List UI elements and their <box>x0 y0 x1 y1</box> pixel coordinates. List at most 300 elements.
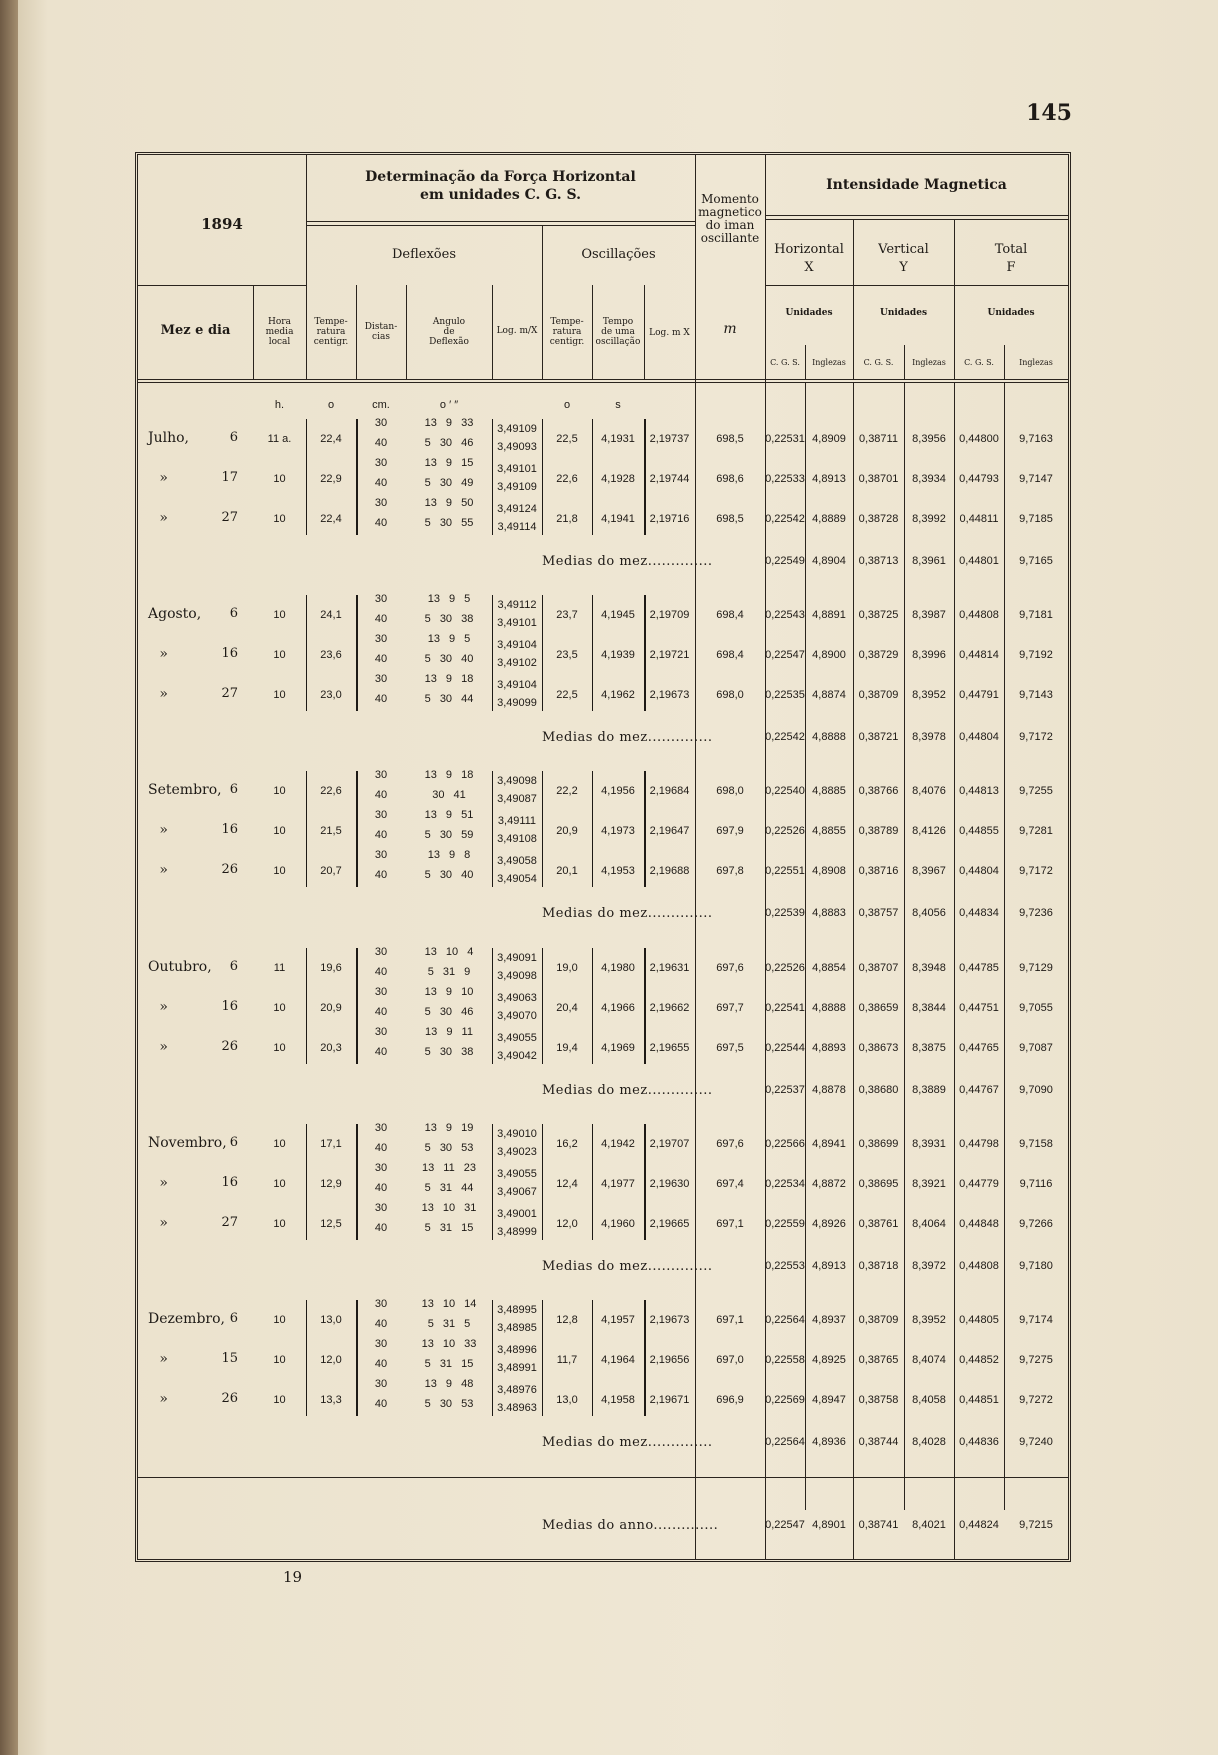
row-month-label: Julho, <box>148 430 190 446</box>
row-ti: 9,7116 <box>1019 1178 1053 1190</box>
medias-hx: 0,22564 <box>765 1436 805 1448</box>
hdr-line: Tempo <box>602 317 634 327</box>
row-temp: 22,9 <box>320 473 342 485</box>
divider <box>765 285 1068 286</box>
row-ti: 9,7192 <box>1019 649 1053 661</box>
total-label: Total <box>994 242 1028 257</box>
month-medias-label: Medias do mez.............. <box>542 1259 713 1274</box>
row-hx: 0,22547 <box>765 649 805 661</box>
row-vi: 8,3987 <box>912 609 946 621</box>
row-hi: 4,8925 <box>812 1354 846 1366</box>
row-vi: 8,3996 <box>912 649 946 661</box>
medias-tf: 0,44808 <box>959 1260 999 1272</box>
temp-header <box>306 317 356 347</box>
row-hora: 10 <box>273 1394 286 1406</box>
row-dist: 40 <box>374 1398 388 1410</box>
row-logmx: 2,19688 <box>649 865 690 877</box>
medias-tf: 0,44767 <box>959 1084 999 1096</box>
row-day: 6 <box>229 959 238 974</box>
hdr-line: media <box>265 327 294 337</box>
row-log: 3,49055 <box>497 1032 537 1044</box>
hdr-line: Distan- <box>364 322 398 332</box>
row-log: 3,49058 <box>497 855 537 867</box>
row-angle: 5 31 15 <box>424 1222 474 1234</box>
row-vy: 0,38673 <box>858 1042 899 1054</box>
row-dist: 30 <box>374 769 388 781</box>
divider <box>306 221 695 222</box>
medias-vi: 8,3889 <box>912 1084 946 1096</box>
row-logmx: 2,19707 <box>649 1138 690 1150</box>
momento-line: oscillante <box>700 231 760 245</box>
row-day: 16 <box>221 822 238 837</box>
row-angle: 13 9 48 <box>424 1378 474 1390</box>
row-log: 3,49114 <box>497 521 537 533</box>
row-hora: 10 <box>273 1314 286 1326</box>
medias-vi: 8,4056 <box>912 907 946 919</box>
row-tf: 0,44793 <box>959 473 999 485</box>
row-log: 3,49104 <box>497 639 537 651</box>
row-ti: 9,7275 <box>1019 1354 1053 1366</box>
hora-header <box>253 317 306 347</box>
annual-hx: 0,22547 <box>765 1519 805 1531</box>
row-vi: 8,4074 <box>912 1354 946 1366</box>
row-vy: 0,38725 <box>858 609 899 621</box>
row-day: 26 <box>221 1039 238 1054</box>
row-hx: 0,22540 <box>765 785 805 797</box>
row-month-label: » <box>159 822 168 838</box>
row-dist: 30 <box>374 497 388 509</box>
temp2-header <box>542 317 592 347</box>
row-logmx: 2,19656 <box>649 1354 690 1366</box>
row-angle: 13 9 11 <box>425 1026 473 1038</box>
row-dist: 30 <box>374 1026 388 1038</box>
row-temp2: 21,8 <box>556 513 578 525</box>
row-dist: 40 <box>374 1318 388 1330</box>
row-m: 697,1 <box>716 1218 744 1230</box>
row-day: 26 <box>221 1391 238 1406</box>
page-number: 145 <box>1026 100 1072 126</box>
row-logmx: 2,19744 <box>649 473 690 485</box>
medias-ti: 9,7165 <box>1019 555 1053 567</box>
row-vi: 8,4076 <box>912 785 946 797</box>
total-header <box>954 241 1068 277</box>
row-angle: 13 10 33 <box>421 1338 477 1350</box>
cell-divider <box>492 771 493 887</box>
row-log: 3,48999 <box>497 1226 537 1238</box>
hdr-line: de <box>443 327 455 337</box>
row-tf: 0,44751 <box>959 1002 999 1014</box>
row-logmx: 2,19671 <box>649 1394 690 1406</box>
month-medias-label: Medias do mez.............. <box>542 1083 713 1098</box>
medias-vy: 0,38718 <box>858 1260 899 1272</box>
divider <box>805 382 806 1510</box>
inglezas-header: Inglezas <box>812 358 846 367</box>
momento-line: Momento <box>701 192 759 206</box>
row-hora: 10 <box>273 865 286 877</box>
row-temp2: 23,7 <box>556 609 578 621</box>
row-log: 3,49091 <box>497 952 537 964</box>
row-dist: 40 <box>374 966 388 978</box>
unidades-header: Unidades <box>785 308 833 318</box>
row-m: 698,5 <box>716 433 744 445</box>
hdr-line: centigr. <box>549 337 585 347</box>
row-temp: 17,1 <box>320 1138 342 1150</box>
row-temp2: 19,0 <box>556 962 578 974</box>
row-hora: 11 <box>273 962 286 974</box>
month-medias-label: Medias do mez.............. <box>542 906 713 921</box>
row-tempo: 4,1941 <box>601 513 635 525</box>
row-angle: 5 30 40 <box>424 869 474 881</box>
row-tf: 0,44813 <box>959 785 999 797</box>
row-hora: 10 <box>273 473 286 485</box>
row-vi: 8,3934 <box>912 473 946 485</box>
row-hora: 10 <box>273 689 286 701</box>
row-m: 698,0 <box>716 785 744 797</box>
row-logmx: 2,19716 <box>649 513 690 525</box>
row-logmx: 2,19709 <box>649 609 690 621</box>
row-month-label: » <box>159 686 168 702</box>
row-tf: 0,44851 <box>959 1394 999 1406</box>
row-angle: 5 31 9 <box>427 966 471 978</box>
row-log: 3,49101 <box>497 617 537 629</box>
row-month-label: Setembro, <box>148 782 222 798</box>
row-vi: 8,3952 <box>912 1314 946 1326</box>
row-dist: 40 <box>374 477 388 489</box>
row-month-label: Agosto, <box>148 606 202 622</box>
row-angle: 13 9 10 <box>424 986 474 998</box>
row-tf: 0,44800 <box>959 433 999 445</box>
divider <box>138 285 306 286</box>
row-vi: 8,3921 <box>912 1178 946 1190</box>
row-m: 698,4 <box>716 609 744 621</box>
oscillacoes-header: Oscillações <box>581 247 656 262</box>
row-day: 27 <box>221 1215 238 1230</box>
row-hx: 0,22544 <box>765 1042 805 1054</box>
medias-vi: 8,3972 <box>912 1260 946 1272</box>
medias-vy: 0,38713 <box>858 555 899 567</box>
row-vy: 0,38761 <box>858 1218 899 1230</box>
log-m-x-header: Log. m X <box>649 328 690 338</box>
row-day: 6 <box>229 1311 238 1326</box>
row-hx: 0,22526 <box>765 825 805 837</box>
hdr-line: Tempe- <box>314 317 348 327</box>
row-hx: 0,22541 <box>765 1002 805 1014</box>
row-angle: 5 30 44 <box>424 693 474 705</box>
row-hora: 10 <box>273 1354 286 1366</box>
row-ti: 9,7163 <box>1019 433 1053 445</box>
row-ti: 9,7143 <box>1019 689 1053 701</box>
medias-vi: 8,4028 <box>912 1436 946 1448</box>
row-day: 6 <box>229 430 238 445</box>
row-temp2: 22,2 <box>556 785 578 797</box>
row-tf: 0,44848 <box>959 1218 999 1230</box>
row-ti: 9,7181 <box>1019 609 1053 621</box>
row-day: 27 <box>221 510 238 525</box>
row-temp2: 20,4 <box>556 1002 578 1014</box>
divider <box>1004 382 1005 1510</box>
row-angle: 13 9 15 <box>424 457 474 469</box>
hdr-line: de uma <box>601 327 635 337</box>
horizontal-header <box>765 241 853 277</box>
row-ti: 9,7055 <box>1019 1002 1053 1014</box>
row-vy: 0,38716 <box>858 865 899 877</box>
row-ti: 9,7147 <box>1019 473 1053 485</box>
divider <box>138 379 1068 380</box>
cgs-header: C. G. S. <box>770 358 800 367</box>
row-vy: 0,38709 <box>858 1314 899 1326</box>
medias-ti: 9,7240 <box>1019 1436 1053 1448</box>
medias-vi: 8,3961 <box>912 555 946 567</box>
row-vy: 0,38758 <box>858 1394 899 1406</box>
row-dist: 30 <box>374 457 388 469</box>
row-hora: 10 <box>273 1178 286 1190</box>
row-hora: 10 <box>273 609 286 621</box>
row-dist: 30 <box>374 849 388 861</box>
row-month-label: » <box>159 1039 168 1055</box>
row-m: 697,5 <box>716 1042 744 1054</box>
medias-tf: 0,44836 <box>959 1436 999 1448</box>
row-angle: 13 10 4 <box>424 946 474 958</box>
row-angle: 13 9 19 <box>424 1122 474 1134</box>
annual-vi: 8,4021 <box>912 1519 946 1531</box>
row-temp: 21,5 <box>320 825 342 837</box>
row-hi: 4,8855 <box>812 825 846 837</box>
row-vy: 0,38789 <box>858 825 899 837</box>
row-temp: 24,1 <box>320 609 342 621</box>
row-vy: 0,38707 <box>858 962 899 974</box>
row-angle: 13 9 5 <box>427 633 471 645</box>
row-vy: 0,38728 <box>858 513 899 525</box>
row-hx: 0,22558 <box>765 1354 805 1366</box>
row-log: 3,49098 <box>497 775 537 787</box>
row-dist: 30 <box>374 809 388 821</box>
divider <box>904 382 905 1510</box>
row-angle: 13 10 14 <box>421 1298 477 1310</box>
medias-vi: 8,3978 <box>912 731 946 743</box>
medias-tf: 0,44834 <box>959 907 999 919</box>
row-tempo: 4,1980 <box>601 962 635 974</box>
row-temp2: 20,1 <box>556 865 578 877</box>
row-vi: 8,4058 <box>912 1394 946 1406</box>
row-tf: 0,44791 <box>959 689 999 701</box>
row-month-label: Dezembro, <box>148 1311 225 1327</box>
data-table <box>135 152 1071 1562</box>
row-vi: 8,3948 <box>912 962 946 974</box>
row-ti: 9,7281 <box>1019 825 1053 837</box>
title-line2: em unidades C. G. S. <box>420 187 581 203</box>
row-hi: 4,8913 <box>812 473 846 485</box>
row-angle: 5 30 46 <box>424 1006 474 1018</box>
row-temp: 12,5 <box>320 1218 342 1230</box>
medias-hx: 0,22539 <box>765 907 805 919</box>
row-ti: 9,7174 <box>1019 1314 1053 1326</box>
row-log: 3,49101 <box>497 463 537 475</box>
cell-divider <box>492 948 493 1064</box>
vertical-symbol: Y <box>899 260 908 275</box>
row-temp2: 22,5 <box>556 689 578 701</box>
total-symbol: F <box>1006 260 1016 275</box>
row-vi: 8,3844 <box>912 1002 946 1014</box>
tempo-header <box>592 317 644 347</box>
row-hx: 0,22526 <box>765 962 805 974</box>
row-day: 16 <box>221 646 238 661</box>
unidades-header: Unidades <box>987 308 1035 318</box>
row-month-label: » <box>159 646 168 662</box>
row-hi: 4,8874 <box>812 689 846 701</box>
row-tf: 0,44814 <box>959 649 999 661</box>
medias-tf: 0,44801 <box>959 555 999 567</box>
row-logmx: 2,19631 <box>649 962 690 974</box>
row-logmx: 2,19673 <box>649 1314 690 1326</box>
row-dist: 30 <box>374 673 388 685</box>
momento-line: magnetico <box>698 205 762 219</box>
annual-medias-label: Medias do anno.............. <box>542 1518 719 1533</box>
row-m: 696,9 <box>716 1394 744 1406</box>
m-header: m <box>723 321 737 337</box>
row-hi: 4,8872 <box>812 1178 846 1190</box>
row-angle: 5 30 46 <box>424 437 474 449</box>
row-vy: 0,38766 <box>858 785 899 797</box>
row-vy: 0,38695 <box>858 1178 899 1190</box>
row-month-label: » <box>159 999 168 1015</box>
divider <box>765 215 1068 216</box>
row-tf: 0,44805 <box>959 1314 999 1326</box>
hdr-line: centigr. <box>313 337 349 347</box>
row-ti: 9,7266 <box>1019 1218 1053 1230</box>
row-hi: 4,8885 <box>812 785 846 797</box>
row-dist: 40 <box>374 789 388 801</box>
row-hi: 4,8947 <box>812 1394 846 1406</box>
row-angle: 5 30 49 <box>424 477 474 489</box>
medias-ti: 9,7172 <box>1019 731 1053 743</box>
row-hora: 10 <box>273 1218 286 1230</box>
hdr-line: ratura <box>316 327 346 337</box>
row-temp: 22,4 <box>320 433 342 445</box>
horizontal-symbol: X <box>804 260 814 275</box>
row-m: 697,1 <box>716 1314 744 1326</box>
row-temp2: 20,9 <box>556 825 578 837</box>
unit-deg: o <box>327 399 335 411</box>
row-angle: 5 31 44 <box>424 1182 474 1194</box>
row-temp: 19,6 <box>320 962 342 974</box>
hdr-line: Angulo <box>432 317 466 327</box>
row-hi: 4,8926 <box>812 1218 846 1230</box>
row-log: 3,49112 <box>497 599 537 611</box>
row-temp2: 22,6 <box>556 473 578 485</box>
row-logmx: 2,19662 <box>649 1002 690 1014</box>
row-log: 3,49124 <box>497 503 537 515</box>
row-tempo: 4,1928 <box>601 473 635 485</box>
row-angle: 5 30 40 <box>424 653 474 665</box>
row-dist: 30 <box>374 1378 388 1390</box>
row-vy: 0,38765 <box>858 1354 899 1366</box>
cell-divider <box>492 419 493 535</box>
row-vy: 0,38711 <box>859 433 898 445</box>
row-hora: 10 <box>273 1138 286 1150</box>
row-hora: 10 <box>273 1042 286 1054</box>
row-m: 697,8 <box>716 865 744 877</box>
row-m: 698,0 <box>716 689 744 701</box>
row-vy: 0,38729 <box>858 649 899 661</box>
row-hi: 4,8909 <box>812 433 846 445</box>
row-log: 3,49070 <box>497 1010 537 1022</box>
row-vi: 8,3956 <box>912 433 946 445</box>
row-dist: 40 <box>374 1182 388 1194</box>
momento-header <box>695 193 765 245</box>
row-tempo: 4,1931 <box>601 433 635 445</box>
row-logmx: 2,19665 <box>649 1218 690 1230</box>
row-log: 3,49104 <box>497 679 537 691</box>
medias-tf: 0,44804 <box>959 731 999 743</box>
row-m: 697,6 <box>716 962 744 974</box>
row-tempo: 4,1942 <box>601 1138 635 1150</box>
row-temp: 20,9 <box>320 1002 342 1014</box>
medias-hx: 0,22549 <box>765 555 805 567</box>
row-hora: 10 <box>273 649 286 661</box>
hdr-line: Tempe- <box>550 317 584 327</box>
row-temp2: 12,8 <box>556 1314 578 1326</box>
inglezas-header: Inglezas <box>1019 358 1053 367</box>
row-hx: 0,22531 <box>765 433 805 445</box>
row-hora: 10 <box>273 1002 286 1014</box>
row-temp: 13,3 <box>320 1394 342 1406</box>
row-temp: 20,7 <box>320 865 342 877</box>
row-log: 3,48985 <box>497 1322 537 1334</box>
row-month-label: Outubro, <box>148 959 212 975</box>
medias-hi: 4,8878 <box>812 1084 846 1096</box>
annual-vy: 0,38741 <box>858 1519 899 1531</box>
hdr-line: ratura <box>552 327 582 337</box>
row-tempo: 4,1956 <box>601 785 635 797</box>
row-dist: 40 <box>374 1358 388 1370</box>
mez-e-dia-header: Mez e dia <box>160 323 231 338</box>
row-m: 697,9 <box>716 825 744 837</box>
annual-hi: 4,8901 <box>812 1519 846 1531</box>
row-angle: 13 9 18 <box>424 673 474 685</box>
row-hi: 4,8854 <box>812 962 846 974</box>
medias-hi: 4,8913 <box>812 1260 846 1272</box>
row-tempo: 4,1958 <box>601 1394 635 1406</box>
row-log: 3,49109 <box>497 481 537 493</box>
row-log: 3,48996 <box>497 1344 537 1356</box>
row-m: 698,5 <box>716 513 744 525</box>
row-hora: 10 <box>273 825 286 837</box>
row-temp: 22,6 <box>320 785 342 797</box>
row-m: 698,4 <box>716 649 744 661</box>
unit-deg: o <box>563 399 571 411</box>
row-logmx: 2,19630 <box>649 1178 690 1190</box>
row-tf: 0,44798 <box>959 1138 999 1150</box>
row-temp2: 12,4 <box>556 1178 578 1190</box>
hdr-line: local <box>268 337 291 347</box>
divider <box>138 382 1068 383</box>
divider <box>138 1477 1068 1478</box>
annual-ti: 9,7215 <box>1019 1519 1053 1531</box>
row-angle: 13 9 33 <box>424 417 474 429</box>
row-log: 3,49067 <box>497 1186 537 1198</box>
row-m: 697,6 <box>716 1138 744 1150</box>
row-log: 3,49109 <box>497 423 537 435</box>
row-hx: 0,22543 <box>765 609 805 621</box>
row-tf: 0,44804 <box>959 865 999 877</box>
row-tempo: 4,1962 <box>601 689 635 701</box>
unit-cm: cm. <box>372 399 390 411</box>
row-angle: 5 31 15 <box>424 1358 474 1370</box>
row-angle: 5 30 53 <box>424 1398 474 1410</box>
row-angle: 5 30 38 <box>424 613 474 625</box>
deflexoes-header: Deflexões <box>391 247 456 262</box>
month-medias-label: Medias do mez.............. <box>542 730 713 745</box>
